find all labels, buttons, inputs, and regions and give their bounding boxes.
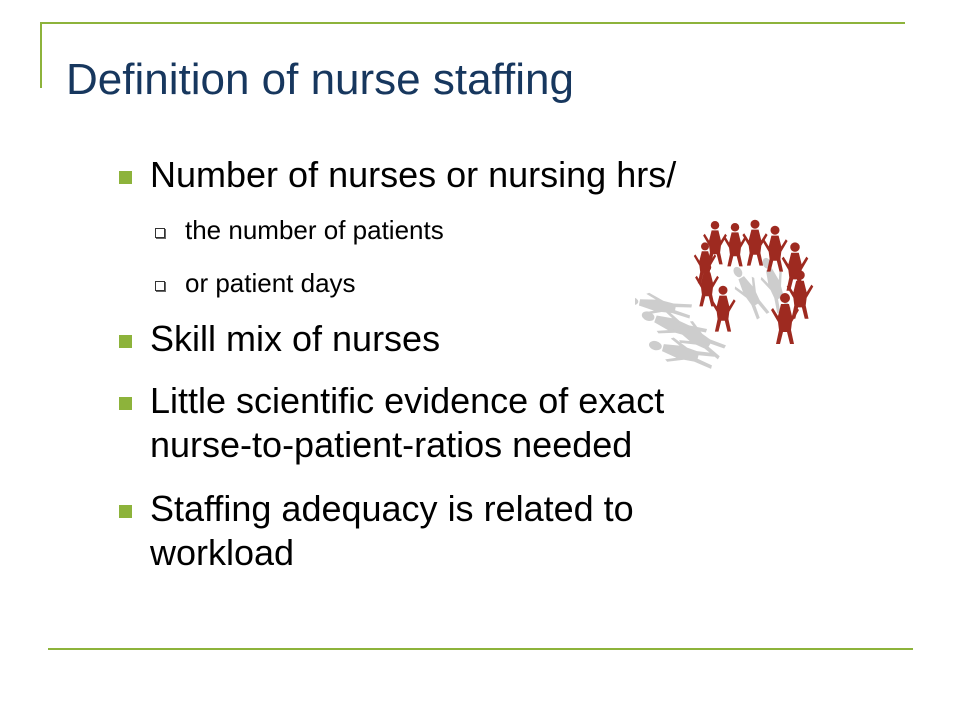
bullet-1-text: Number of nurses or nursing hrs/ bbox=[150, 154, 677, 195]
people-circle-illustration bbox=[635, 208, 820, 378]
bullet-4-continuation: workload bbox=[150, 532, 295, 573]
bullet-square-icon bbox=[119, 505, 132, 518]
frame-bottom-rule bbox=[48, 648, 913, 650]
bullet-3-continuation: nurse-to-patient-ratios needed bbox=[150, 424, 633, 465]
bullet-3-text: Little scientific evidence of exact bbox=[150, 380, 665, 421]
bullet-2-text: Skill mix of nurses bbox=[150, 318, 441, 359]
bullet-4-text: Staffing adequacy is related to bbox=[150, 488, 634, 529]
bullet-square-icon bbox=[119, 397, 132, 410]
frame-top-rule bbox=[40, 22, 905, 24]
sub-bullet-1-text: the number of patients bbox=[185, 215, 444, 245]
sub-bullet-hollow-square-icon bbox=[155, 281, 165, 291]
slide-title: Definition of nurse staffing bbox=[66, 55, 574, 104]
sub-bullet-hollow-square-icon bbox=[155, 228, 165, 238]
bullet-square-icon bbox=[119, 335, 132, 348]
sub-bullet-2-text: or patient days bbox=[185, 268, 356, 298]
shadow-figures bbox=[635, 254, 795, 373]
frame-left-rule bbox=[40, 22, 42, 88]
bullet-square-icon bbox=[119, 171, 132, 184]
